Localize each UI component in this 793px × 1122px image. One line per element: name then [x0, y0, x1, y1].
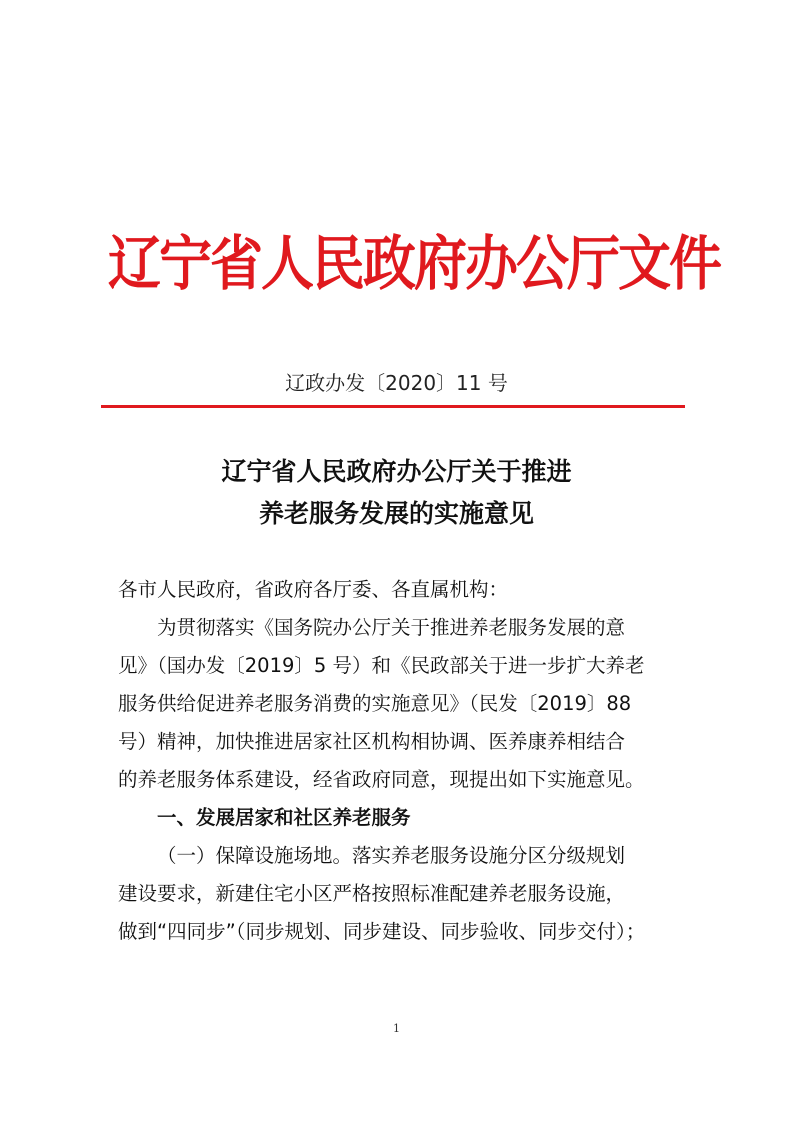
document-title: [0, 451, 793, 535]
document-body: [118, 571, 680, 951]
title-line-1: 辽宁省人民政府办公厅关于推进: [221, 457, 572, 486]
addressee-line: 各市人民政府，省政府各厅委、各直属机构：: [118, 578, 509, 601]
intro-line-1: 为贯彻落实《国务院办公厅关于推进养老服务发展的意: [157, 616, 626, 639]
document-number: 辽政办发〔2020〕11 号: [285, 371, 508, 395]
section-line-2: 建设要求，新建住宅小区严格按照标准配建养老服务设施，: [118, 882, 626, 905]
red-masthead: 辽宁省人民政府办公厅文件: [108, 229, 720, 299]
section-heading: 一、发展居家和社区养老服务: [157, 806, 411, 829]
red-separator-rule: [101, 405, 685, 408]
section-line-3: 做到“四同步”（同步规划、同步建设、同步验收、同步交付）；: [118, 920, 646, 943]
section-line-1: （一）保障设施场地。落实养老服务设施分区分级规划: [157, 844, 626, 867]
title-line-2: 养老服务发展的实施意见: [258, 499, 534, 528]
intro-line-3: 服务供给促进养老服务消费的实施意见》（民发〔2019〕88: [118, 692, 632, 715]
page-number: 1: [393, 1022, 400, 1035]
intro-line-4: 号）精神，加快推进居家社区机构相协调、医养康养相结合: [118, 730, 626, 753]
intro-line-2: 见》（国办发〔2019〕5 号）和《民政部关于进一步扩大养老: [118, 654, 645, 677]
intro-line-5: 的养老服务体系建设，经省政府同意，现提出如下实施意见。: [118, 768, 645, 791]
